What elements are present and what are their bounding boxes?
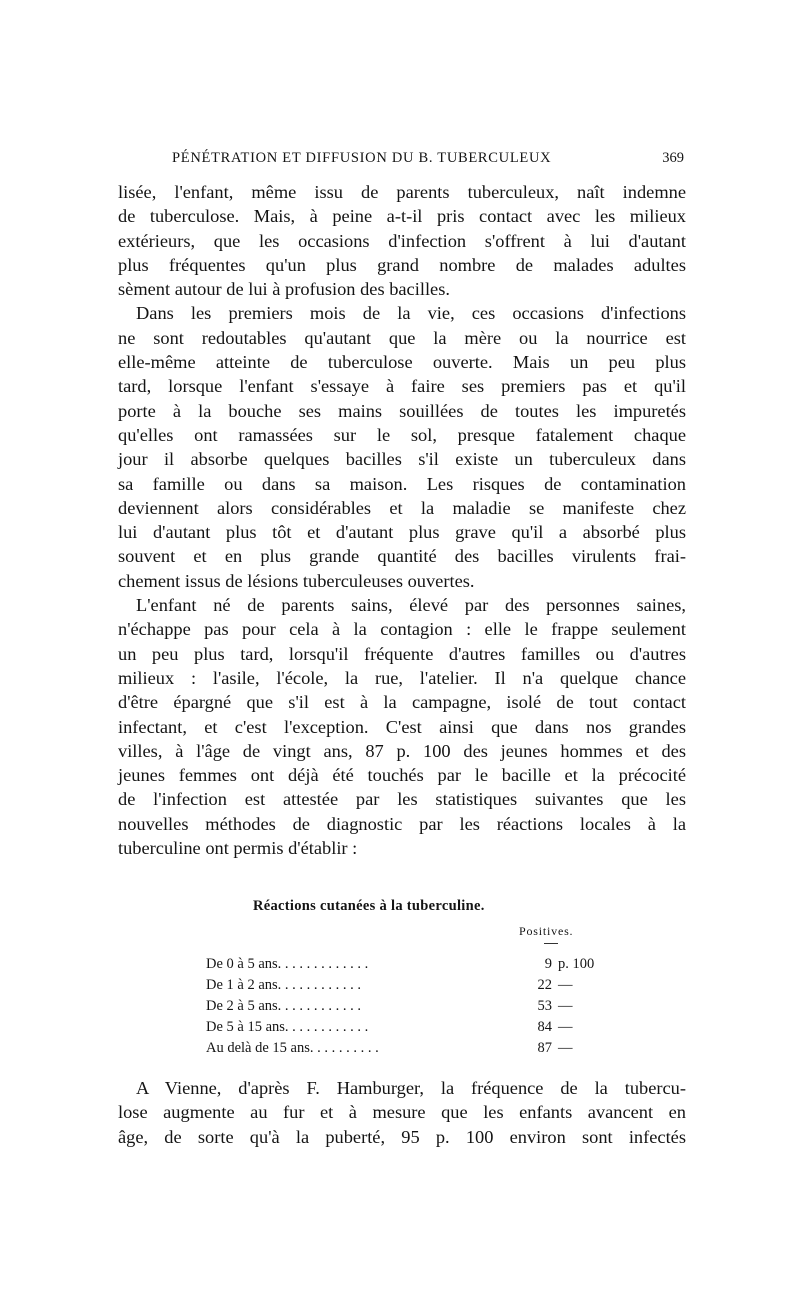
text-line: qu'elles ont ramassées sur le sol, presque fatalement chaque xyxy=(118,424,686,445)
text-line: villes, à l'âge de vingt ans, 87 p. 100 des jeunes hommes et des xyxy=(118,740,686,761)
column-header-positives: Positives. xyxy=(519,924,574,938)
table-title: Réactions cutanées à la tuberculine. xyxy=(253,898,485,914)
text-line: infectant, et c'est l'exception. C'est ainsi que dans nos grandes xyxy=(118,716,686,737)
table-row xyxy=(206,975,626,996)
column-rule xyxy=(544,943,558,944)
running-title: PÉNÉTRATION ET DIFFUSION DU B. TUBERCULEUX xyxy=(172,150,552,166)
text-line: lui d'autant plus tôt et d'autant plus grave qu'il a absorbé plus xyxy=(118,522,686,543)
text-line: souvent et en plus grande quantité des bacilles virulents frai- xyxy=(118,546,686,567)
positive-value: 87 xyxy=(537,1040,552,1056)
table-row xyxy=(206,1038,626,1059)
unit: p. 100 xyxy=(558,956,595,972)
text-line: un peu plus tard, lorsqu'il fréquente d'autres familles ou d'autres xyxy=(118,643,686,664)
text-line: lisée, l'enfant, même issu de parents tuberculeux, naît indemne xyxy=(118,182,686,202)
positive-value: 84 xyxy=(537,1019,552,1035)
positive-value: 22 xyxy=(537,977,552,993)
body-text xyxy=(118,180,686,860)
running-header xyxy=(118,150,684,170)
text-line: plus fréquentes qu'un plus grand nombre de malades adultes xyxy=(118,254,686,275)
age-range: Au delà de 15 ans. . . . . . . . . . xyxy=(206,1040,379,1056)
text-line: sèment autour de lui à profusion des bacilles. xyxy=(118,279,450,300)
text-line: extérieurs, que les occasions d'infection s'offrent à lui d'autant xyxy=(118,230,686,251)
unit: — xyxy=(558,998,573,1014)
positive-value: 53 xyxy=(537,998,552,1014)
page-number: 369 xyxy=(662,150,684,166)
text-line: lose augmente au fur et à mesure que les enfants avancent en xyxy=(118,1102,686,1123)
table-row xyxy=(206,954,626,975)
unit: — xyxy=(558,1019,573,1035)
unit: — xyxy=(558,1040,573,1056)
text-line: porte à la bouche ses mains souillées de toutes les impuretés xyxy=(118,400,686,421)
text-line: nouvelles méthodes de diagnostic par les réactions locales à la xyxy=(118,813,686,834)
text-line: L'enfant né de parents sains, élevé par des personnes saines, xyxy=(136,595,686,616)
text-line: sa famille ou dans sa maison. Les risques de contamination xyxy=(118,473,686,494)
positive-value: 9 xyxy=(544,956,552,972)
text-line: ne sont redoutables qu'autant que la mère ou la nourrice est xyxy=(118,327,686,348)
table-row xyxy=(206,996,626,1017)
age-range: De 5 à 15 ans. . . . . . . . . . . . xyxy=(206,1019,369,1035)
age-range: De 0 à 5 ans. . . . . . . . . . . . . xyxy=(206,956,369,972)
age-range: De 2 à 5 ans. . . . . . . . . . . . xyxy=(206,998,362,1014)
text-line: n'échappe pas pour cela à la contagion : elle le frappe seulement xyxy=(118,619,686,640)
age-range: De 1 à 2 ans. . . . . . . . . . . . xyxy=(206,977,362,993)
text-line: d'être épargné que s'il est à la campagne, isolé de tout contact xyxy=(118,692,686,713)
text-line: tuberculine ont permis d'établir : xyxy=(118,838,358,859)
text-line: chement issus de lésions tuberculeuses ouvertes. xyxy=(118,570,475,591)
text-line: Dans les premiers mois de la vie, ces occasions d'infections xyxy=(136,303,686,324)
text-line: tard, lorsque l'enfant s'essaye à faire ses premiers pas et qu'il xyxy=(118,376,686,397)
text-line: jour il absorbe quelques bacilles s'il existe un tuberculeux dans xyxy=(118,449,686,470)
text-line: deviennent alors considérables et la maladie se manifeste chez xyxy=(118,497,686,518)
text-line: âge, de sorte qu'à la puberté, 95 p. 100 environ sont infectés xyxy=(118,1126,686,1147)
text-line: de tuberculose. Mais, à peine a-t-il pris contact avec les milieux xyxy=(118,206,686,227)
text-line: elle-même atteinte de tuberculose ouverte. Mais un peu plus xyxy=(118,352,686,373)
text-line: de l'infection est attestée par les statistiques suivantes que les xyxy=(118,789,686,810)
closing-text xyxy=(118,1076,686,1149)
table-row xyxy=(206,1017,626,1038)
text-line: A Vienne, d'après F. Hamburger, la fréquence de la tubercu- xyxy=(136,1078,686,1098)
text-line: milieux : l'asile, l'école, la rue, l'atelier. Il n'a quelque chance xyxy=(118,667,686,688)
unit: — xyxy=(558,977,573,993)
text-line: jeunes femmes ont déjà été touchés par le bacille et la précocité xyxy=(118,765,686,786)
